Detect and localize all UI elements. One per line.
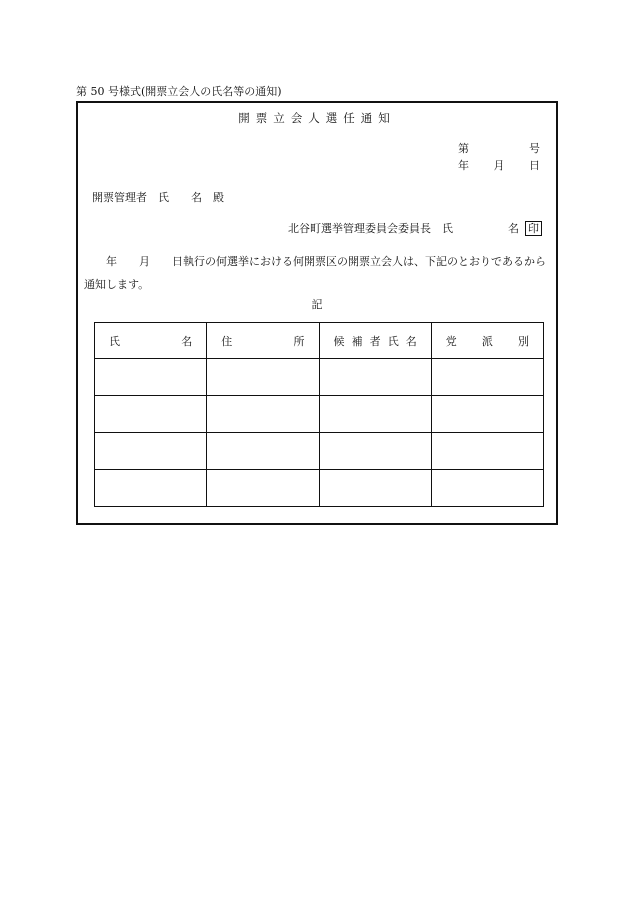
header-char: 候 [333,334,345,348]
ki-heading: 記 [311,298,323,311]
table-cell [431,433,543,470]
header-char: 者 [369,334,381,348]
table-cell [207,470,319,507]
notice-frame [76,101,558,525]
table-row [95,470,544,507]
document-date [458,157,540,173]
table-cell [319,396,431,433]
witness-table [94,322,544,507]
table-cell [95,433,207,470]
seal-mark: 印 [525,221,542,236]
header-char: 補 [351,334,363,348]
form-caption: 第 50 号様式(開票立会人の氏名等の通知) [76,85,282,98]
date-day: 日 [529,159,540,172]
header-char: 所 [293,334,305,348]
number-suffix: 号 [529,142,540,155]
table-row [95,359,544,396]
table-cell [431,470,543,507]
sender-name: 北谷町選挙管理委員会委員長 氏 名 [288,222,519,235]
header-char: 名 [181,334,193,348]
header-char: 住 [221,334,233,348]
table-cell [207,359,319,396]
document-number [458,140,540,156]
header-char: 党 [445,334,457,348]
header-char: 氏 [387,334,399,348]
body-text: 年 月 日執行の何選挙における何開票区の開票立会人は、下記のとおりであるから通知します。 [84,255,546,291]
header-name [95,323,207,359]
table-cell [319,433,431,470]
header-party [431,323,543,359]
header-char: 氏 [109,334,120,348]
table-header-row [95,323,544,359]
table-row [95,433,544,470]
table-cell [207,396,319,433]
table-cell [319,470,431,507]
table-cell [95,396,207,433]
date-year: 年 [458,159,469,172]
sender [288,220,542,236]
table-cell [95,470,207,507]
number-prefix: 第 [458,142,469,155]
table-cell [207,433,319,470]
document-title: 開票立会人選任通知 [238,111,396,125]
addressee: 開票管理者 氏 名 殿 [92,191,224,204]
table-cell [431,359,543,396]
header-candidate-name [319,323,431,359]
table-cell [431,396,543,433]
header-char: 派 [481,334,493,348]
header-address [207,323,319,359]
table-cell [319,359,431,396]
date-month: 月 [493,159,505,172]
header-char: 別 [518,334,529,348]
table-row [95,396,544,433]
table-cell [95,359,207,396]
header-char: 名 [405,334,417,348]
